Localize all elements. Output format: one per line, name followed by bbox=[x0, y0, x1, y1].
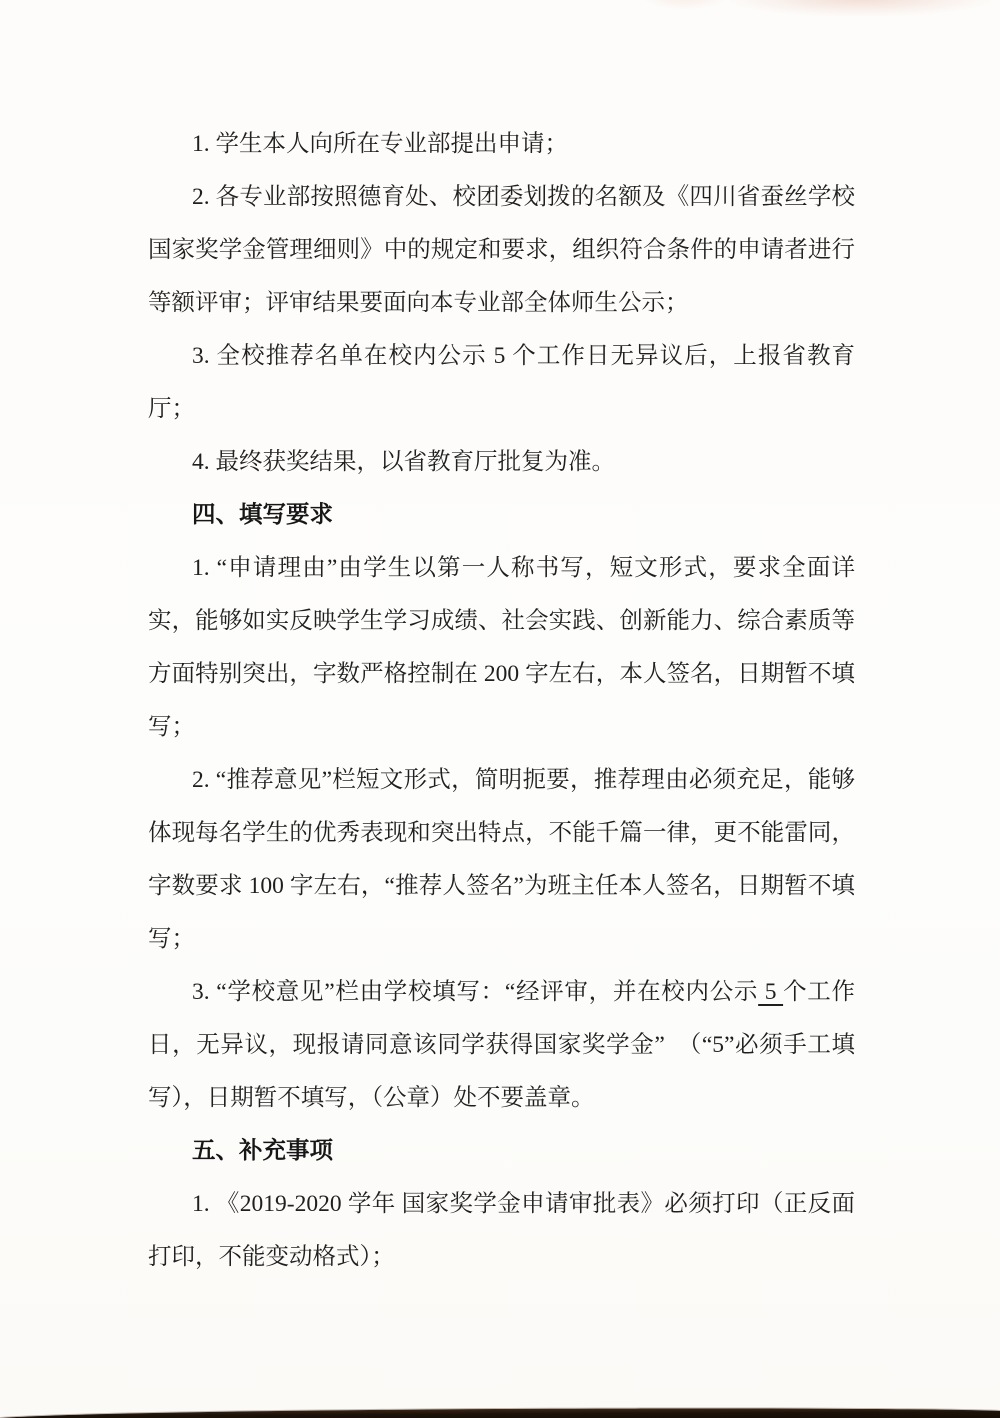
item3-text-after: 个工作日，无异议，现报请同意该同学获得国家奖学金” （“5”必须手工填写），日期暂不填写，（公章）处不要盖章。 bbox=[148, 979, 856, 1111]
section-five-heading: 五、补充事项 bbox=[192, 1138, 333, 1164]
item3-text-before: 3. “学校意见”栏由学校填写：“经评审，并在校内公示 bbox=[192, 979, 759, 1005]
document-body bbox=[148, 118, 855, 1284]
scan-smudge-artifact bbox=[730, 0, 990, 16]
procedure-item-2: 2. 各专业部按照德育处、校团委划拨的名额及《四川省蚕丝学校国家奖学金管理细则》中的规定和要求，组织符合条件的申请者进行等额评审；评审结果要面向本专业部全体师生公示； bbox=[148, 184, 855, 316]
scan-smudge-artifact-small bbox=[640, 0, 730, 10]
procedure-item-4: 4. 最终获奖结果，以省教育厅批复为准。 bbox=[192, 449, 615, 475]
section-four-item-2: 2. “推荐意见”栏短文形式，简明扼要，推荐理由必须充足，能够体现每名学生的优秀表现和突出特点，不能千篇一律，更不能雷同，字数要求 100 字左右，“推荐人签名”为班主任本人签名，日期暂不填写； bbox=[148, 767, 855, 952]
item3-underlined-number: 5 bbox=[758, 979, 784, 1005]
section-four-heading: 四、填写要求 bbox=[192, 502, 333, 528]
scan-bottom-edge-artifact bbox=[0, 1407, 1000, 1418]
section-five-item-1: 1. 《2019-2020 学年 国家奖学金申请审批表》必须打印（正反面打印，不能变动格式）； bbox=[148, 1191, 855, 1270]
section-four-item-1: 1. “申请理由”由学生以第一人称书写，短文形式，要求全面详实，能够如实反映学生学习成绩、社会实践、创新能力、综合素质等方面特别突出，字数严格控制在 200 字左右，本人签名，日期暂不填写； bbox=[148, 555, 855, 740]
procedure-item-3: 3. 全校推荐名单在校内公示 5 个工作日无异议后，上报省教育厅； bbox=[148, 343, 855, 422]
section-four-item-3 bbox=[148, 966, 855, 1125]
procedure-item-1: 1. 学生本人向所在专业部提出申请； bbox=[192, 131, 568, 157]
